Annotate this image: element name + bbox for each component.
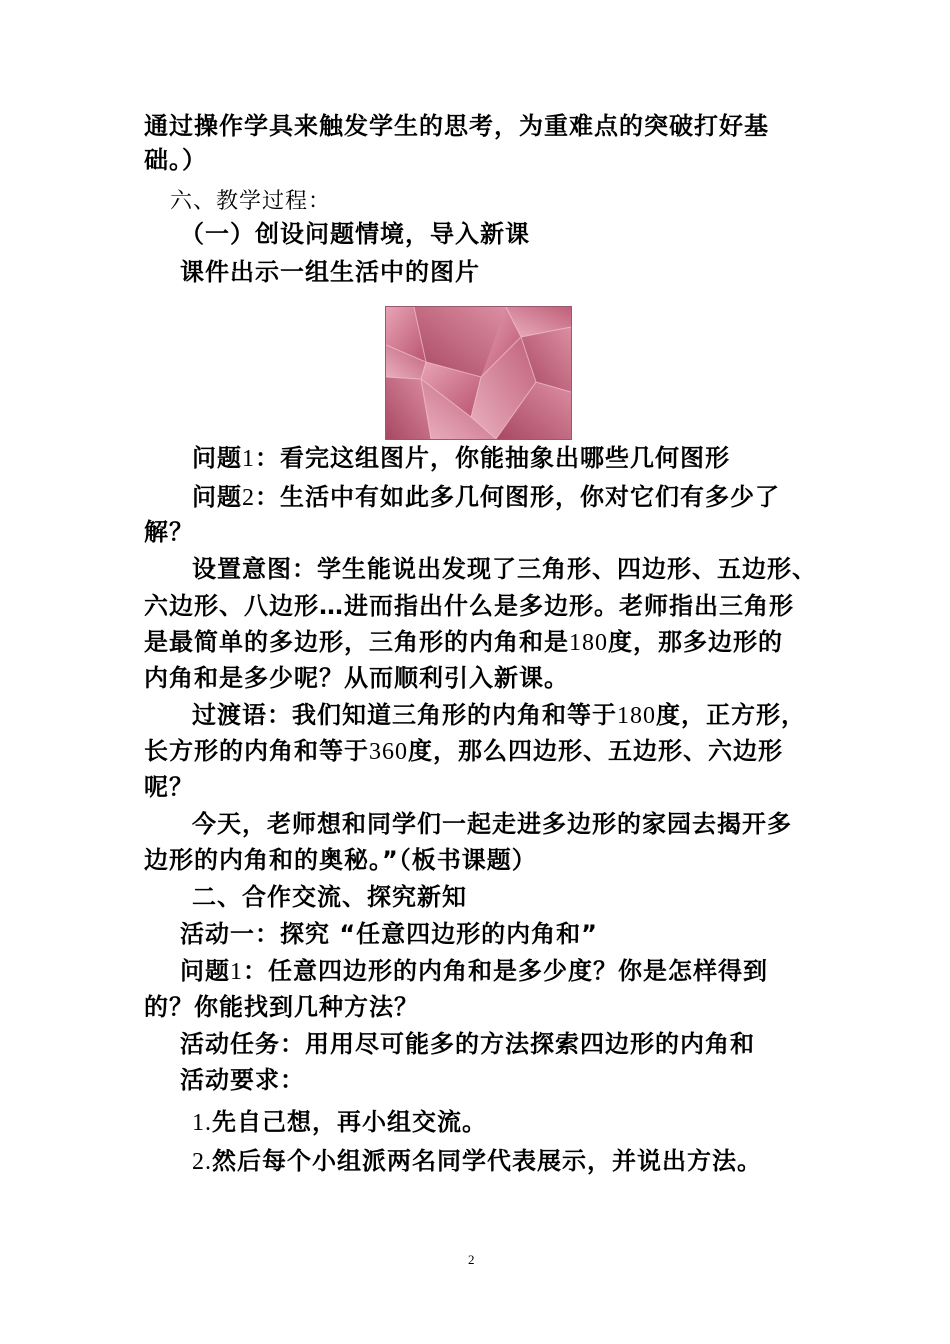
paragraph-line xyxy=(192,699,806,732)
activity-heading: 活动一：探究 “任意四边形的内角和” xyxy=(180,920,598,948)
paragraph-line: 课件出示一组生活中的图片 xyxy=(180,258,480,286)
polygon-image xyxy=(386,307,571,439)
question-text: ：看完这组图片，你能抽象出哪些几何图形 xyxy=(255,444,730,472)
list-number: 1. xyxy=(192,1110,212,1136)
paragraph-line: 呢？ xyxy=(144,773,194,801)
activity-question xyxy=(180,955,768,988)
list-text: 先自己想，再小组交流。 xyxy=(212,1108,487,1136)
activity-task: 活动任务：用用尽可能多的方法探索四边形的内角和 xyxy=(180,1030,755,1058)
section-heading: 六、教学过程： xyxy=(170,189,332,214)
text-segment: 过渡语：我们知道三角形的内角和等于 xyxy=(192,701,617,729)
number: 180 xyxy=(617,703,656,729)
paragraph-line: 的？你能找到几种方法？ xyxy=(144,993,419,1021)
text-segment: 度，正方形， xyxy=(656,701,806,729)
question-2 xyxy=(192,481,780,514)
section-heading: 二、合作交流、探究新知 xyxy=(192,883,467,911)
paragraph-line xyxy=(144,626,783,659)
text-segment: 度，那么四边形、五边形、六边形 xyxy=(408,737,783,765)
question-label: 问题 xyxy=(192,483,242,511)
list-text: 然后每个小组派两名同学代表展示，并说出方法。 xyxy=(212,1147,762,1175)
page-number: 2 xyxy=(468,1252,475,1267)
paragraph-line: 内角和是多少呢？从而顺利引入新课。 xyxy=(144,664,569,692)
requirement-item xyxy=(192,1145,762,1178)
question-number: 2 xyxy=(242,485,255,511)
activity-requirements: 活动要求： xyxy=(180,1066,305,1094)
paragraph-line: 六边形、八边形…进而指出什么是多边形。老师指出三角形 xyxy=(144,592,794,620)
number: 360 xyxy=(369,739,408,765)
paragraph-line: 础。） xyxy=(144,146,207,174)
question-label: 问题 xyxy=(192,444,242,472)
question-1 xyxy=(192,442,730,475)
paragraph-line: 通过操作学具来触发学生的思考，为重难点的突破打好基 xyxy=(144,112,769,140)
question-number: 1 xyxy=(242,446,255,472)
paragraph-line xyxy=(144,735,783,768)
paragraph-line: 解？ xyxy=(144,518,194,546)
paragraph-line: 边形的内角和的奥秘。”（板书课题） xyxy=(144,846,537,874)
requirement-item xyxy=(192,1106,487,1139)
text-segment: 是最简单的多边形，三角形的内角和是 xyxy=(144,628,569,656)
number: 180 xyxy=(569,630,608,656)
paragraph-line: 今天，老师想和同学们一起走进多边形的家园去揭开多 xyxy=(192,810,792,838)
text-segment: 长方形的内角和等于 xyxy=(144,737,369,765)
question-text: ：生活中有如此多几何图形，你对它们有多少了 xyxy=(255,483,780,511)
question-text: ：任意四边形的内角和是多少度？你是怎样得到 xyxy=(243,957,768,985)
pink-polygon-picture xyxy=(385,306,572,440)
text-segment: 度，那多边形的 xyxy=(608,628,783,656)
list-number: 2. xyxy=(192,1149,212,1175)
paragraph-line: 设置意图：学生能说出发现了三角形、四边形、五边形、 xyxy=(192,555,817,583)
question-number: 1 xyxy=(230,959,243,985)
question-label: 问题 xyxy=(180,957,230,985)
subsection-heading: （一）创设问题情境，导入新课 xyxy=(180,220,530,248)
